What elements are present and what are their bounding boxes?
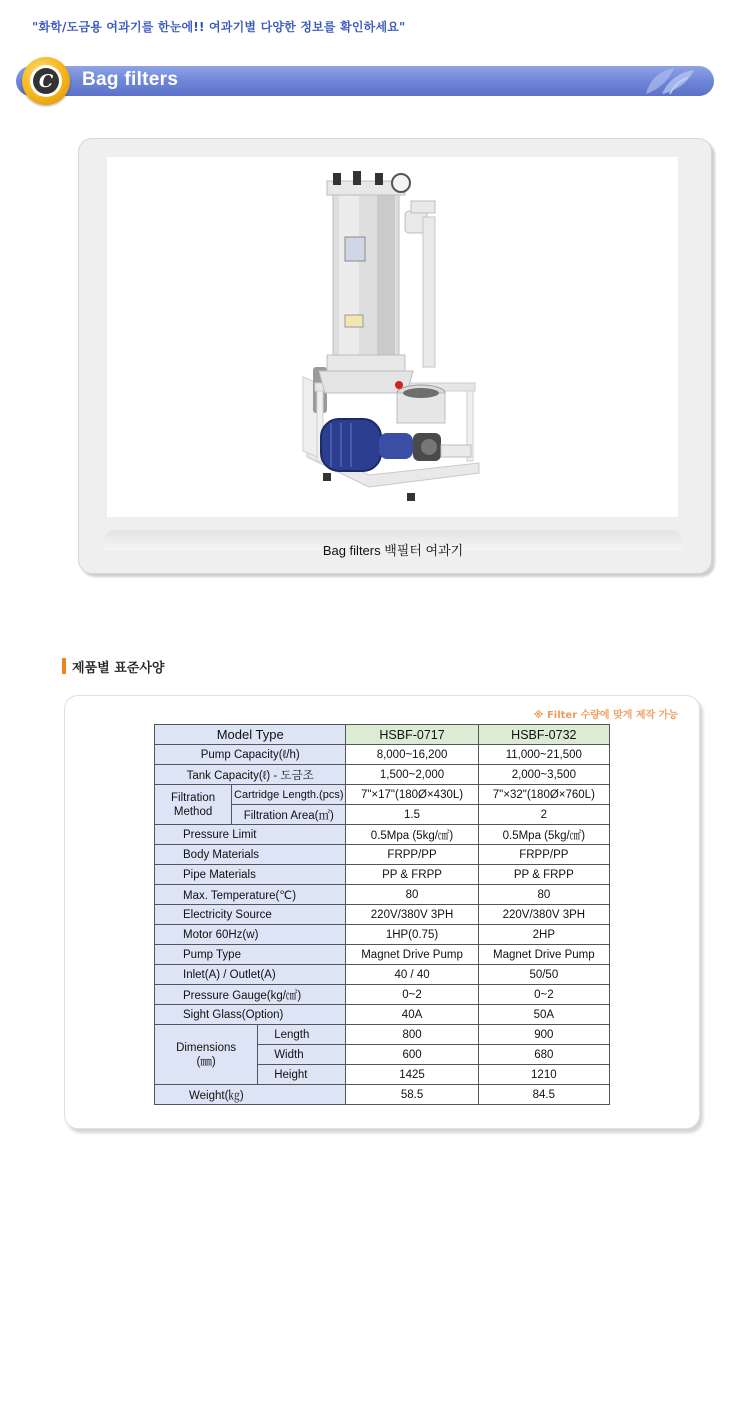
cell-value: Magnet Drive Pump [346,945,478,965]
cell-value: 1,500~2,000 [346,765,478,785]
cell-value: 7"×17"(180Ø×430L) [346,785,478,805]
row-label: Height [258,1065,346,1085]
table-row [155,845,610,865]
cell-value: 0.5Mpa (5kg/㎠) [478,825,609,845]
header-model-1: HSBF-0717 [346,725,478,745]
row-label: Pressure Limit [155,825,346,845]
cell-value: 84.5 [478,1085,609,1105]
row-group-label: Filtration Method [155,785,232,825]
row-label: Sight Glass(Option) [155,1005,346,1025]
cell-value: 0.5Mpa (5kg/㎠) [346,825,478,845]
cell-value: 680 [478,1045,609,1065]
cell-value: 1.5 [346,805,478,825]
cell-value: 11,000~21,500 [478,745,609,765]
table-header-row [155,725,610,745]
row-label: Length [258,1025,346,1045]
row-label: Motor 60Hz(w) [155,925,346,945]
product-photo [107,157,678,517]
cell-value: PP & FRPP [478,865,609,885]
cell-value: 600 [346,1045,478,1065]
cell-value: 2HP [478,925,609,945]
cell-value: 80 [346,885,478,905]
table-row [155,785,610,805]
table-row [155,885,610,905]
cell-value: FRPP/PP [346,845,478,865]
cell-value: 40A [346,1005,478,1025]
photo-caption: Bag filters 백필터 여과기 [322,543,464,558]
row-label: Weight(㎏) [155,1085,346,1105]
table-row [155,765,610,785]
cell-value: 50A [478,1005,609,1025]
row-label: Max. Temperature(℃) [155,885,346,905]
row-label: Pump Type [155,945,346,965]
page-title: Bag filters [82,69,179,90]
table-row [155,965,610,985]
cell-value: 900 [478,1025,609,1045]
spec-section-title: 제품별 표준사양 [72,661,165,676]
header-model-type: Model Type [155,725,346,745]
cell-value: 80 [478,885,609,905]
row-group-label [155,1025,258,1085]
cell-value: 1425 [346,1065,478,1085]
category-badge-icon [22,57,70,105]
table-row [155,945,610,965]
row-label: Electricity Source [155,905,346,925]
badge-letter: C [33,68,59,94]
row-label: Body Materials [155,845,346,865]
table-row [155,745,610,765]
cell-value: FRPP/PP [478,845,609,865]
table-row [155,1085,610,1105]
cell-value: 2,000~3,500 [478,765,609,785]
dimensions-label: Dimensions [176,1041,237,1054]
cell-value: 0~2 [346,985,478,1005]
header-model-2: HSBF-0732 [478,725,609,745]
cell-value: PP & FRPP [346,865,478,885]
row-label: Filtration Area(㎡) [232,805,346,825]
row-label: Inlet(A) / Outlet(A) [155,965,346,985]
cell-value: 1HP(0.75) [346,925,478,945]
bag-filter-machine-image [107,157,678,517]
cell-value: 50/50 [478,965,609,985]
table-row [155,1005,610,1025]
dimensions-unit: (㎜) [196,1055,216,1068]
cell-value: 2 [478,805,609,825]
cell-value: 0~2 [478,985,609,1005]
table-row [155,1025,610,1045]
cell-value: 1210 [478,1065,609,1085]
cell-value: 8,000~16,200 [346,745,478,765]
cell-value: Magnet Drive Pump [478,945,609,965]
table-row [155,985,610,1005]
row-label: Pipe Materials [155,865,346,885]
table-row [155,905,610,925]
row-label: Width [258,1045,346,1065]
leaf-decoration-icon [640,64,704,96]
header-tagline: "화학/도금용 여과기를 한눈에!! 여과기별 다양한 정보를 확인하세요" [32,20,406,34]
cell-value: 58.5 [346,1085,478,1105]
row-label: Cartridge Length.(pcs) [232,785,346,805]
cell-value: 7"×32"(180Ø×760L) [478,785,609,805]
cell-value: 800 [346,1025,478,1045]
table-row [155,825,610,845]
row-label: Tank Capacity(ℓ) - 도금조 [155,765,346,785]
table-row [155,925,610,945]
cell-value: 220V/380V 3PH [346,905,478,925]
spec-table [154,724,610,1105]
table-row [155,865,610,885]
cell-value: 40 / 40 [346,965,478,985]
row-label: Pressure Gauge(kg/㎠) [155,985,346,1005]
cell-value: 220V/380V 3PH [478,905,609,925]
row-label: Pump Capacity(ℓ/h) [155,745,346,765]
custom-order-note: ※ Filter 수량에 맞게 제작 가능 [533,710,678,721]
